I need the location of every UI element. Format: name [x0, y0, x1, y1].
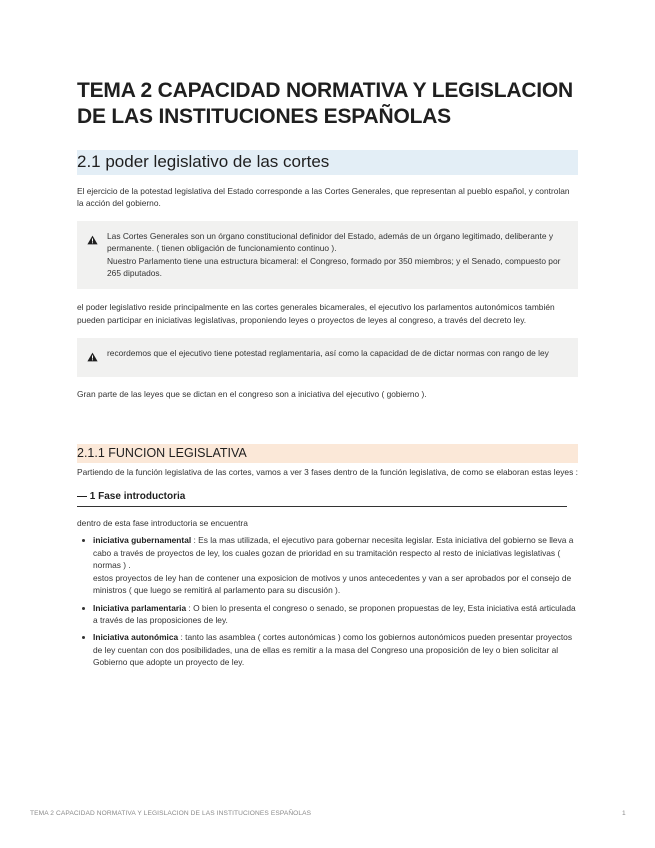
list-item-term: Iniciativa autonómica [93, 632, 179, 643]
intro-paragraph: El ejercicio de la potestad legislativa del Estado corresponde a las Cortes Generales, que representan al pueblo español, y controlan la acción del gobierno. [77, 186, 570, 209]
list-item [93, 534, 578, 596]
section-heading-text: 2.1 poder legislativo de las cortes [77, 152, 330, 171]
warning-icon [87, 230, 107, 280]
list-item-term: Iniciativa parlamentaria [93, 602, 187, 613]
body-paragraph: Gran parte de las leyes que se dictan en el congreso son a iniciativa del ejecutivo ( gobierno ). [77, 389, 427, 400]
callout-text [107, 347, 549, 367]
phase-title: — 1 Fase introductoria [77, 491, 186, 503]
section-heading-text: 2.1.1 FUNCION LEGISLATIVA [77, 445, 247, 460]
callout-line: recordemos que el ejecutivo tiene potestad reglamentaria, así como la capacidad de de dictar normas con rango de ley [107, 348, 549, 359]
body-paragraph: dentro de esta fase introductoria se encuentra [77, 518, 248, 529]
list-item-extra: estos proyectos de ley han de contener una exposicion de motivos y unos antecedentes y van a ser aprobados por el consejo de ministros ( que luego se remitirá al parlamento para su discusión ). [93, 572, 572, 596]
footer-running-title: TEMA 2 CAPACIDAD NORMATIVA Y LEGISLACION DE LAS INSTITUCIONES ESPAÑOLAS [30, 810, 312, 817]
list-item-text: : O bien lo presenta el congreso o senado, se proponen propuestas de ley, Esta iniciativa está articulada a través de las proposiciones de ley. [93, 602, 576, 625]
body-paragraph: Partiendo de la función legislativa de las cortes, vamos a ver 3 fases dentro de la función legislativa, de como se elaboran estas leyes : [77, 466, 578, 477]
callout-text [107, 230, 568, 280]
warning-icon [87, 347, 107, 367]
page-content [77, 78, 578, 674]
page-title: TEMA 2 CAPACIDAD NORMATIVA Y LEGISLACION DE LAS INSTITUCIONES ESPAÑOLAS [77, 79, 574, 128]
callout-line: Nuestro Parlamento tiene una estructura bicameral: el Congreso, formado por 350 miembros; y el Senado, compuesto por 265 diputados. [107, 255, 561, 279]
list-item-term: iniciativa gubernamental [93, 535, 192, 546]
list-item [93, 602, 578, 627]
section-heading-2-1-1 [77, 444, 578, 463]
list-item-text: : tanto las asamblea ( cortes autonómicas ) como los gobiernos autonómicos pueden presentar proyectos de ley cuentan con dos posibilidades, una de ellas es remitir a la masa del Congreso una proposición de ley o bien solicitar al Gobierno que adopte un proyecto de ley. [93, 632, 573, 668]
callout-ejecutivo [77, 338, 578, 377]
list-item-text: : Es la mas utilizada, el ejecutivo para gobernar necesita legislar. Esta iniciativa del gobierno se lleva a cabo a través de proyectos de ley, los cuales gozan de prioridad en su tramitación respecto al resto de iniciativas legislativas ( normas ) . [93, 535, 574, 571]
initiative-list [77, 534, 578, 668]
page-number: 1 [622, 810, 626, 817]
list-item [93, 631, 578, 668]
body-paragraph: el poder legislativo reside principalmente en las cortes generales bicamerales, el ejecutivo los parlamentos autonómicos también pueden participar en iniciativas legislativas, proponiendo leyes o proyectos de leyes al congreso, a través del decreto ley. [77, 302, 555, 325]
section-heading-2-1 [77, 150, 578, 175]
callout-line: Las Cortes Generales son un órgano constitucional definidor del Estado, además de un órgano legitimado, deliberante y permanente. ( tienen obligación de funcionamiento continuo ). [107, 230, 554, 254]
callout-cortes [77, 221, 578, 290]
divider [77, 506, 567, 507]
